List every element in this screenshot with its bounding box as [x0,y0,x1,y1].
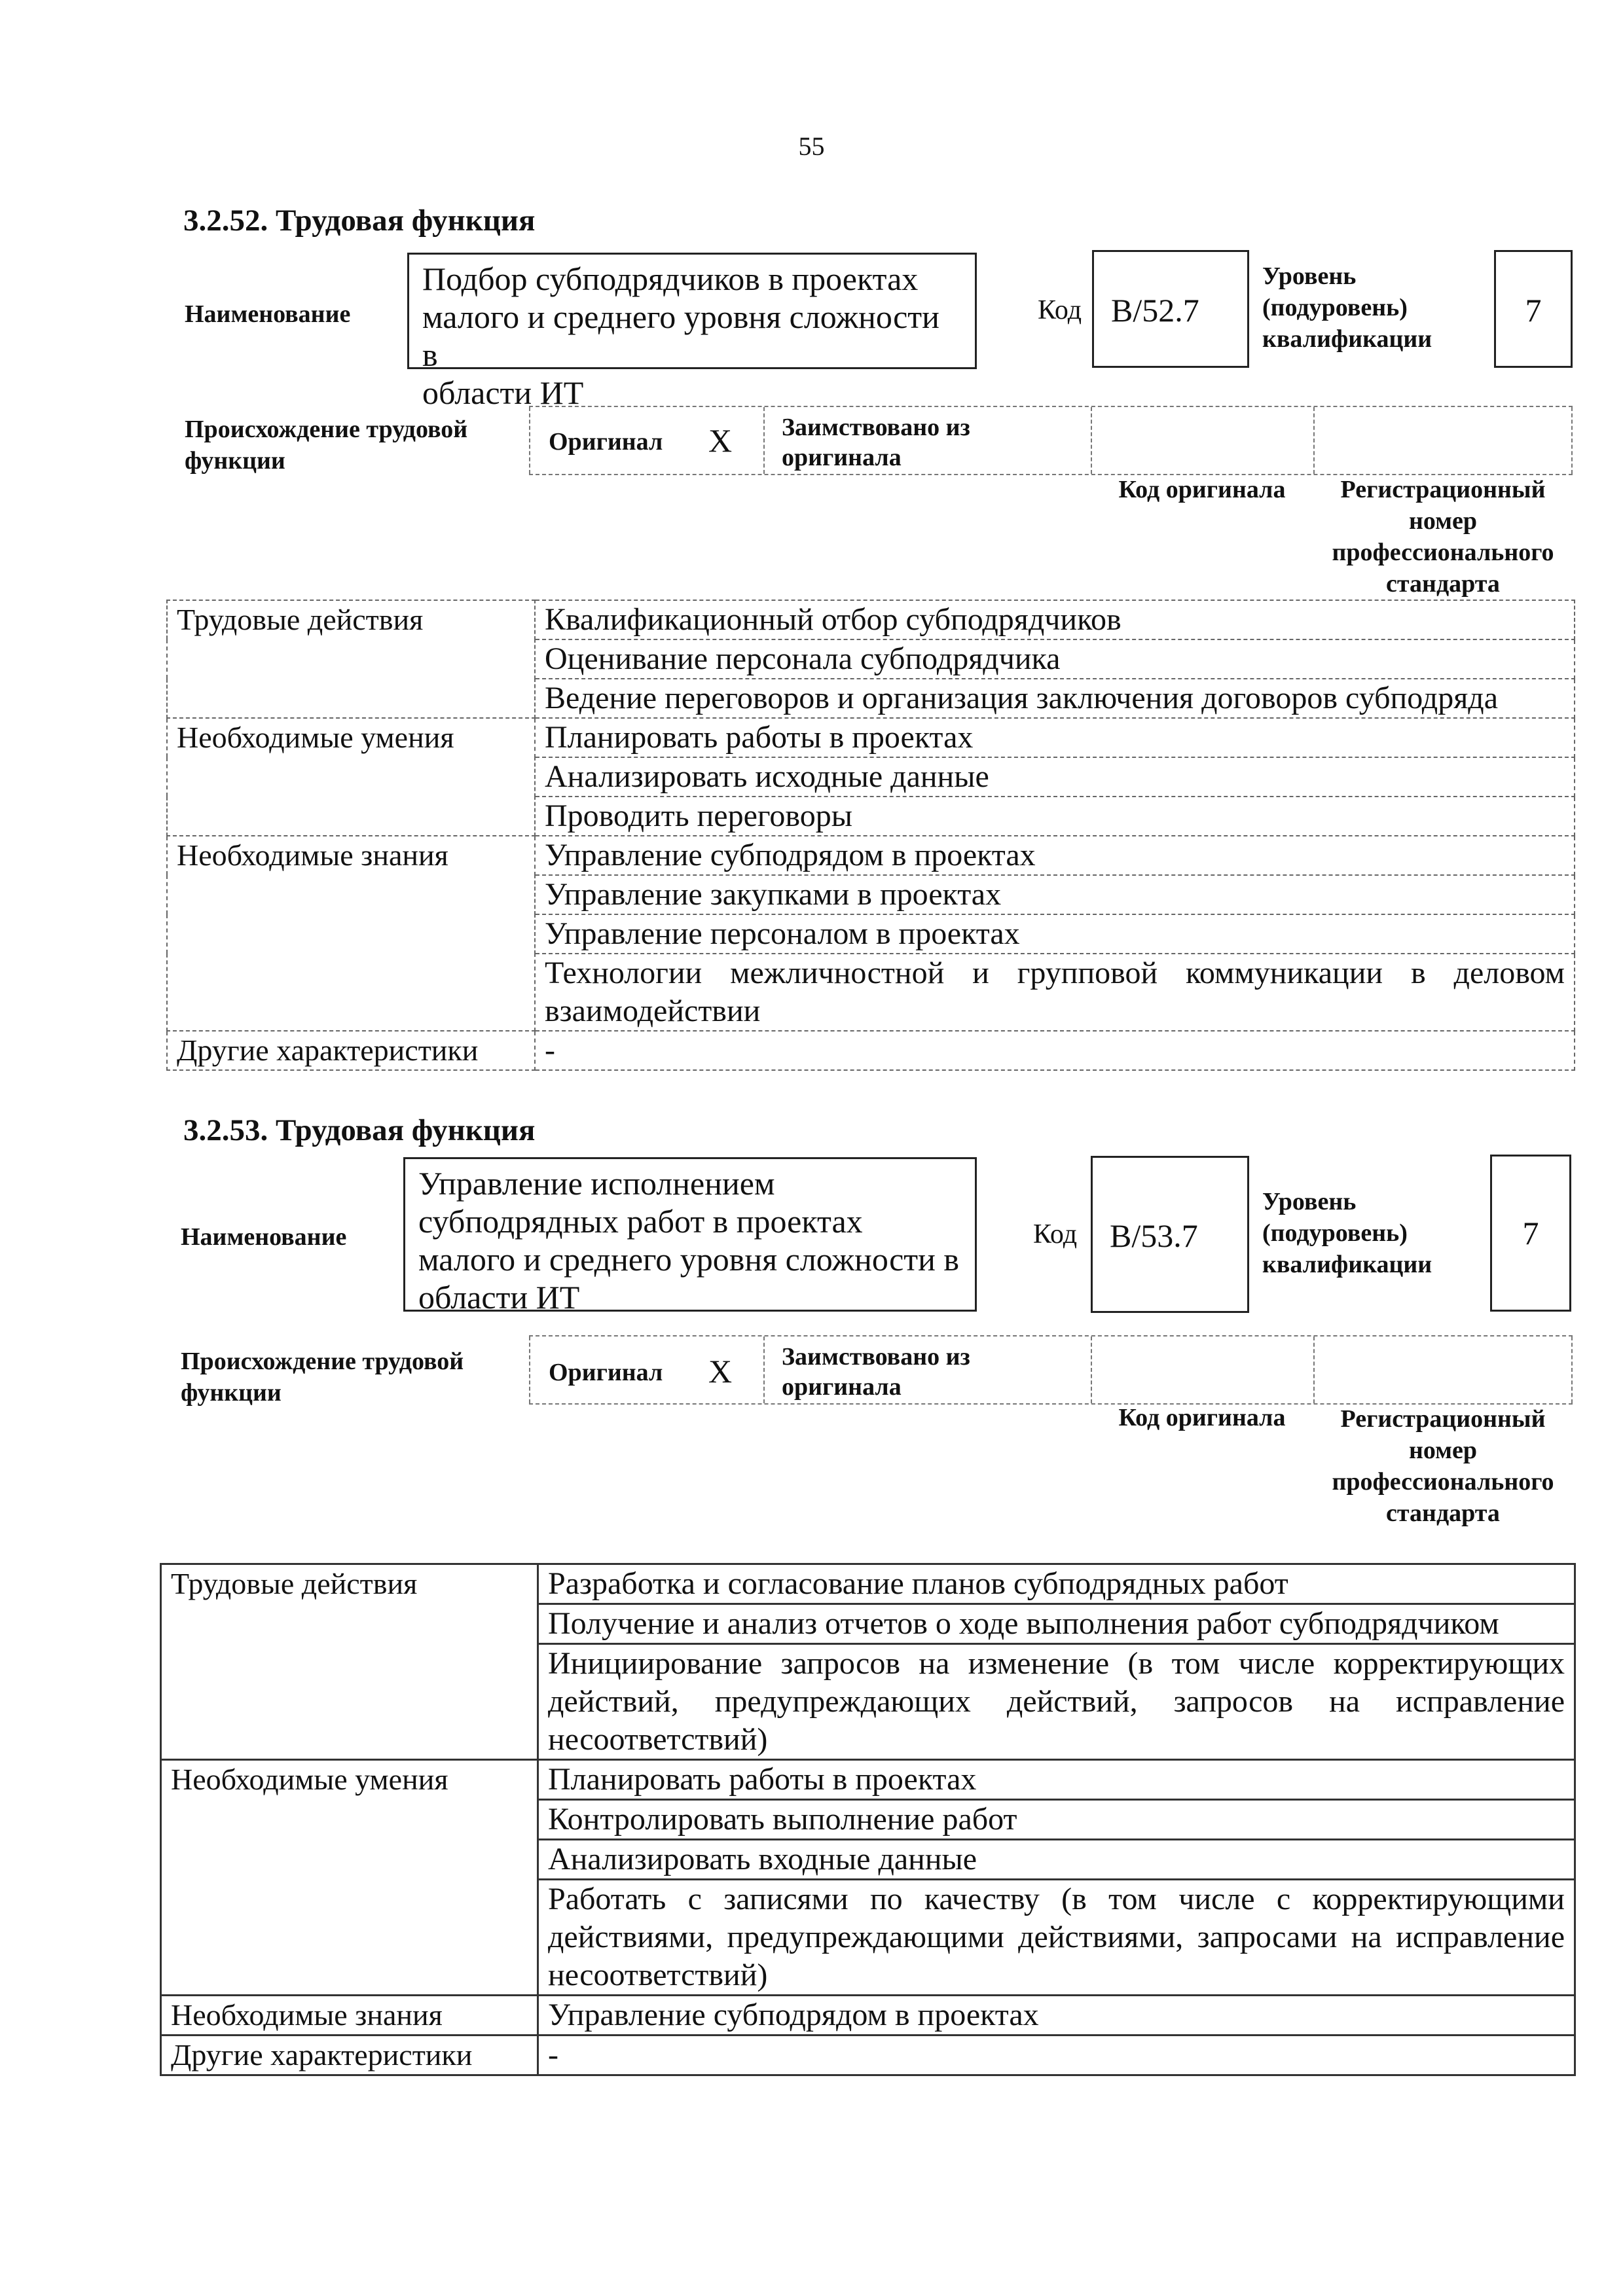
action-item: Ведение переговоров и организация заключения договоров субподряда [535,679,1575,718]
skill-item: Проводить переговоры [535,797,1575,836]
borrowed-label [782,1342,970,1402]
reg-caption-line: профессионального [1332,1468,1554,1496]
original-label: Оригинал [549,428,663,456]
level-label-line: Уровень [1262,1188,1357,1215]
skills-label: Необходимые умения [167,718,535,836]
skill-item: Контролировать выполнение работ [538,1800,1575,1840]
origin-strip [529,406,1573,475]
reg-caption-line: Регистрационный [1340,1405,1546,1433]
knowledge-item: Управление субподрядом в проектах [538,1996,1575,2036]
borrowed-label-line: оригинала [782,444,902,471]
reg-caption-line: номер [1408,507,1478,535]
reg-caption-line: профессионального [1332,539,1554,566]
original-code-cell [1091,1336,1313,1403]
section-title: 3.2.53. Трудовая функция [183,1113,536,1147]
table-row [161,1564,1575,1604]
function-name-line: Подбор субподрядчиков в проектах [422,260,919,297]
action-item: Разработка и согласование планов субподрядных работ [538,1564,1575,1604]
function-name-line: малого и среднего уровня сложности в [418,1241,960,1278]
function-name-line: Управление исполнением [418,1165,775,1202]
qualification-level-label [1262,1186,1432,1280]
level-label-line: квалификации [1262,1251,1432,1278]
origin-label [185,414,467,476]
function-name-box [403,1157,977,1316]
original-code-cell [1091,407,1313,474]
origin-label-line: функции [181,1379,282,1407]
page-number: 55 [798,132,825,161]
knowledge-label: Необходимые знания [167,836,535,1031]
name-label: Наименование [181,1223,347,1251]
function-name-box [407,253,977,411]
function-table [166,600,1575,1071]
original-code-caption: Код оригинала [1118,476,1286,503]
action-item: Оценивание персонала субподрядчика [535,639,1575,679]
original-cell [529,407,763,474]
level-label-line: Уровень [1262,262,1357,290]
reg-number-cell [1313,1336,1573,1403]
table-row [161,2036,1575,2075]
reg-caption-line: номер [1408,1437,1478,1464]
table-row [161,1760,1575,1800]
level-box: 7 [1494,250,1573,368]
original-label: Оригинал [549,1359,663,1386]
reg-number-caption [1313,1401,1573,1529]
origin-label-line: Происхождение трудовой [185,416,468,443]
knowledge-item: Технологии межличностной и групповой коммуникации в деловом взаимодействии [535,954,1575,1031]
function-name-line: субподрядных работ в проектах [418,1203,863,1240]
table-row [161,1996,1575,2036]
action-item: Инициирование запросов на изменение (в том числе корректирующих действий, предупреждающих действий, запросов на исправление несоответствий) [538,1644,1575,1760]
skills-label: Необходимые умения [161,1760,538,1996]
table-row [167,718,1575,757]
level-label-line: (подуровень) [1262,294,1408,321]
skill-item: Анализировать входные данные [538,1840,1575,1880]
code-box: B/52.7 [1092,250,1249,368]
code-box: B/53.7 [1091,1156,1249,1313]
other-value: - [535,1031,1575,1070]
qualification-level-label [1262,260,1432,355]
knowledge-item: Управление персоналом в проектах [535,914,1575,954]
function-name-line: области ИТ [418,1279,580,1316]
origin-label [181,1346,464,1408]
reg-number-cell [1313,407,1573,474]
knowledge-label: Необходимые знания [161,1996,538,2036]
action-item: Квалификационный отбор субподрядчиков [535,600,1575,639]
origin-label-line: функции [185,447,285,475]
reg-caption-line: стандарта [1386,570,1500,598]
skill-item: Анализировать исходные данные [535,757,1575,797]
other-value: - [538,2036,1575,2075]
table-row [167,1031,1575,1070]
original-mark: X [708,422,733,459]
action-item: Получение и анализ отчетов о ходе выполнения работ субподрядчиком [538,1604,1575,1644]
borrowed-label-line: оригинала [782,1373,902,1401]
borrowed-cell [763,1336,1091,1403]
actions-label: Трудовые действия [167,600,535,718]
borrowed-label-line: Заимствовано из [782,1343,970,1371]
level-label-line: (подуровень) [1262,1219,1408,1247]
function-table [160,1563,1576,2076]
name-label: Наименование [185,300,351,328]
reg-caption-line: Регистрационный [1340,476,1546,503]
skill-item: Работать с записями по качеству (в том числе с корректирующими действиями, предупреждающими действиями, запросами на исправление несоответствий) [538,1880,1575,1996]
borrowed-label-line: Заимствовано из [782,414,970,441]
table-row [167,836,1575,875]
original-cell [529,1336,763,1403]
original-code-caption: Код оригинала [1118,1404,1286,1431]
reg-number-caption [1313,471,1573,600]
code-label: Код [1033,1219,1078,1249]
table-row [167,600,1575,639]
code-label: Код [1038,295,1082,325]
original-mark: X [708,1353,733,1390]
other-label: Другие характеристики [167,1031,535,1070]
origin-strip [529,1335,1573,1405]
other-label: Другие характеристики [161,2036,538,2075]
knowledge-item: Управление закупками в проектах [535,875,1575,914]
level-box: 7 [1490,1155,1571,1312]
section-title: 3.2.52. Трудовая функция [183,204,536,238]
level-label-line: квалификации [1262,325,1432,353]
skill-item: Планировать работы в проектах [535,718,1575,757]
skill-item: Планировать работы в проектах [538,1760,1575,1800]
borrowed-cell [763,407,1091,474]
origin-label-line: Происхождение трудовой [181,1348,464,1375]
knowledge-item: Управление субподрядом в проектах [535,836,1575,875]
borrowed-label [782,412,970,473]
function-name-line: области ИТ [422,374,584,411]
function-name-line: малого и среднего уровня сложности в [422,298,939,373]
actions-label: Трудовые действия [161,1564,538,1760]
reg-caption-line: стандарта [1386,1499,1500,1527]
